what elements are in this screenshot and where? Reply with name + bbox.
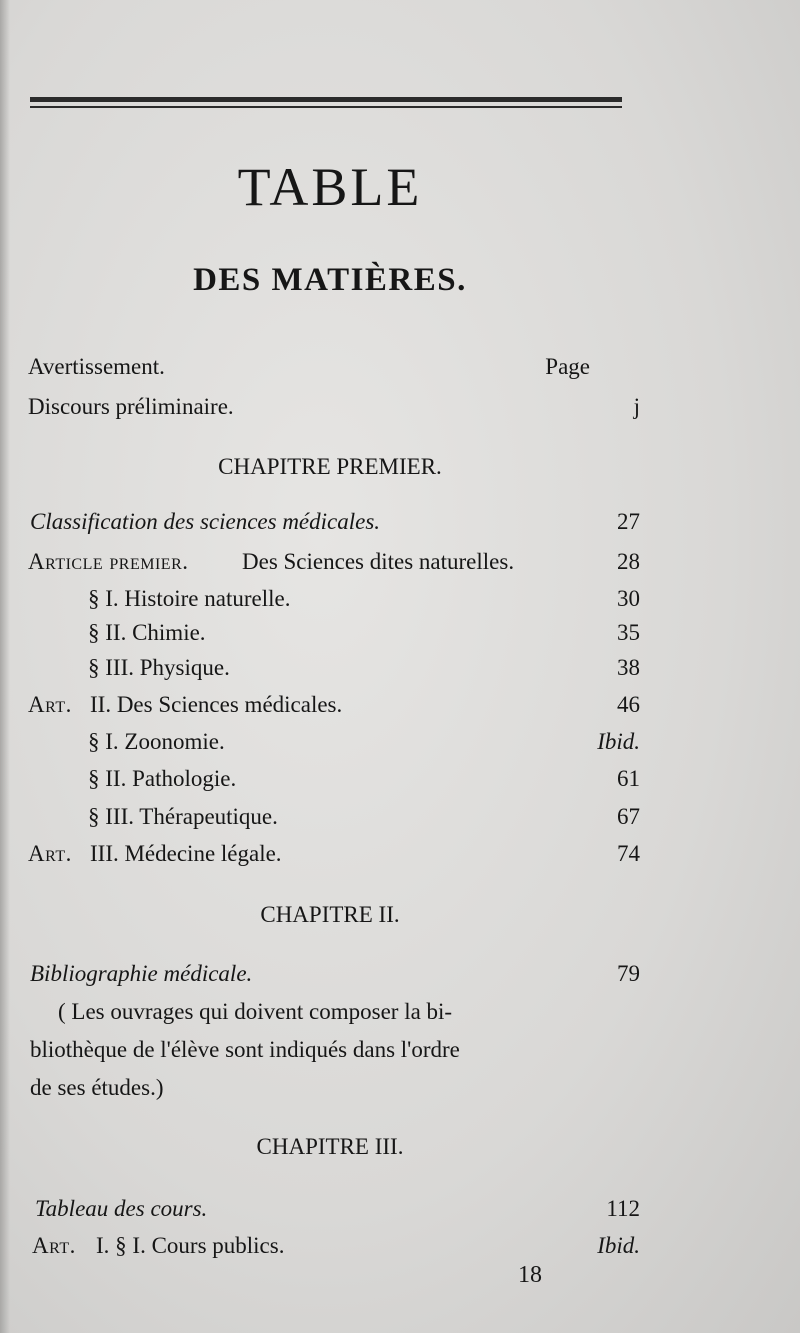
toc-entry: [0, 762, 800, 796]
note-line: [0, 1071, 800, 1105]
toc-entry: [0, 1192, 800, 1226]
note-text: ( Les ouvrages qui doivent composer la bi-: [58, 999, 453, 1024]
page-title: TABLE: [237, 157, 423, 217]
toc-entry-label: § II. Chimie.: [88, 620, 206, 645]
toc-entry-prefix: Article premier.: [28, 549, 189, 574]
header-rule-thick: [30, 97, 622, 102]
note-line: [0, 1033, 800, 1067]
toc-entry-page: Page: [545, 354, 590, 379]
toc-entry-page: 27: [617, 509, 640, 534]
toc-entry-label: § I. Histoire naturelle.: [88, 586, 291, 611]
toc-entry-page: j: [633, 394, 640, 419]
toc-entry-label: § I. Zoonomie.: [88, 729, 225, 754]
toc-entry-label: § III. Physique.: [88, 655, 230, 680]
toc-entry-label: § II. Pathologie.: [88, 766, 237, 791]
toc-entry-page: 67: [617, 804, 640, 829]
toc-entry-prefix: Art.: [28, 692, 72, 717]
toc-entry: [0, 688, 800, 722]
toc-entry-label: Des Sciences dites naturelles.: [242, 549, 515, 574]
toc-entry: [0, 390, 800, 424]
chapter-heading: CHAPITRE PREMIER.: [218, 454, 442, 479]
toc-entry-label: Discours préliminaire.: [28, 394, 234, 419]
note-text: de ses études.): [30, 1075, 164, 1100]
toc-entry: [0, 545, 800, 579]
toc-entry-label: Classification des sciences médicales.: [30, 509, 381, 534]
toc-entry-page: 38: [617, 655, 640, 680]
toc-entry-label: Bibliographie médicale.: [30, 961, 253, 986]
toc-entry-page: Ibid.: [597, 729, 640, 754]
chapter-heading: CHAPITRE II.: [260, 902, 400, 927]
toc-entry-label: § III. Thérapeutique.: [88, 804, 278, 829]
header-rule-thin: [30, 106, 622, 108]
toc-entry-label: III. Médecine légale.: [90, 841, 282, 866]
toc-entry: [0, 725, 800, 759]
toc-entry: [0, 651, 800, 685]
toc-entry-page: Ibid.: [597, 1233, 640, 1258]
toc-entry-label: Avertissement.: [28, 354, 165, 379]
toc-entry: [0, 800, 800, 834]
toc-entry-page: 30: [617, 586, 640, 611]
toc-entry: [0, 837, 800, 871]
toc-entry-page: 112: [606, 1196, 640, 1221]
chapter-heading: CHAPITRE III.: [256, 1134, 404, 1159]
toc-entry: [0, 505, 800, 539]
toc-entry: [0, 350, 800, 384]
toc-entry-prefix: Art.: [28, 841, 72, 866]
toc-entry-page: 28: [617, 549, 640, 574]
toc-entry: [0, 1229, 800, 1263]
toc-entry-page: 35: [617, 620, 640, 645]
toc-entry-label: I. § I. Cours publics.: [96, 1233, 285, 1258]
page-subtitle: DES MATIÈRES.: [193, 262, 467, 298]
toc-entry-prefix: Art.: [32, 1233, 76, 1258]
toc-entry-page: 74: [617, 841, 640, 866]
toc-entry-page: 79: [617, 961, 640, 986]
note-text: bliothèque de l'élève sont indiqués dans l'ordre: [30, 1037, 460, 1062]
signature-mark: 18: [518, 1262, 542, 1288]
toc-entry: [0, 616, 800, 650]
toc-entry-label: Tableau des cours.: [35, 1196, 208, 1221]
toc-entry-page: 61: [617, 766, 640, 791]
note-line: [0, 995, 800, 1029]
toc-entry: [0, 582, 800, 616]
toc-entry-page: 46: [617, 692, 640, 717]
toc-entry-label: II. Des Sciences médicales.: [90, 692, 343, 717]
toc-entry: [0, 957, 800, 991]
